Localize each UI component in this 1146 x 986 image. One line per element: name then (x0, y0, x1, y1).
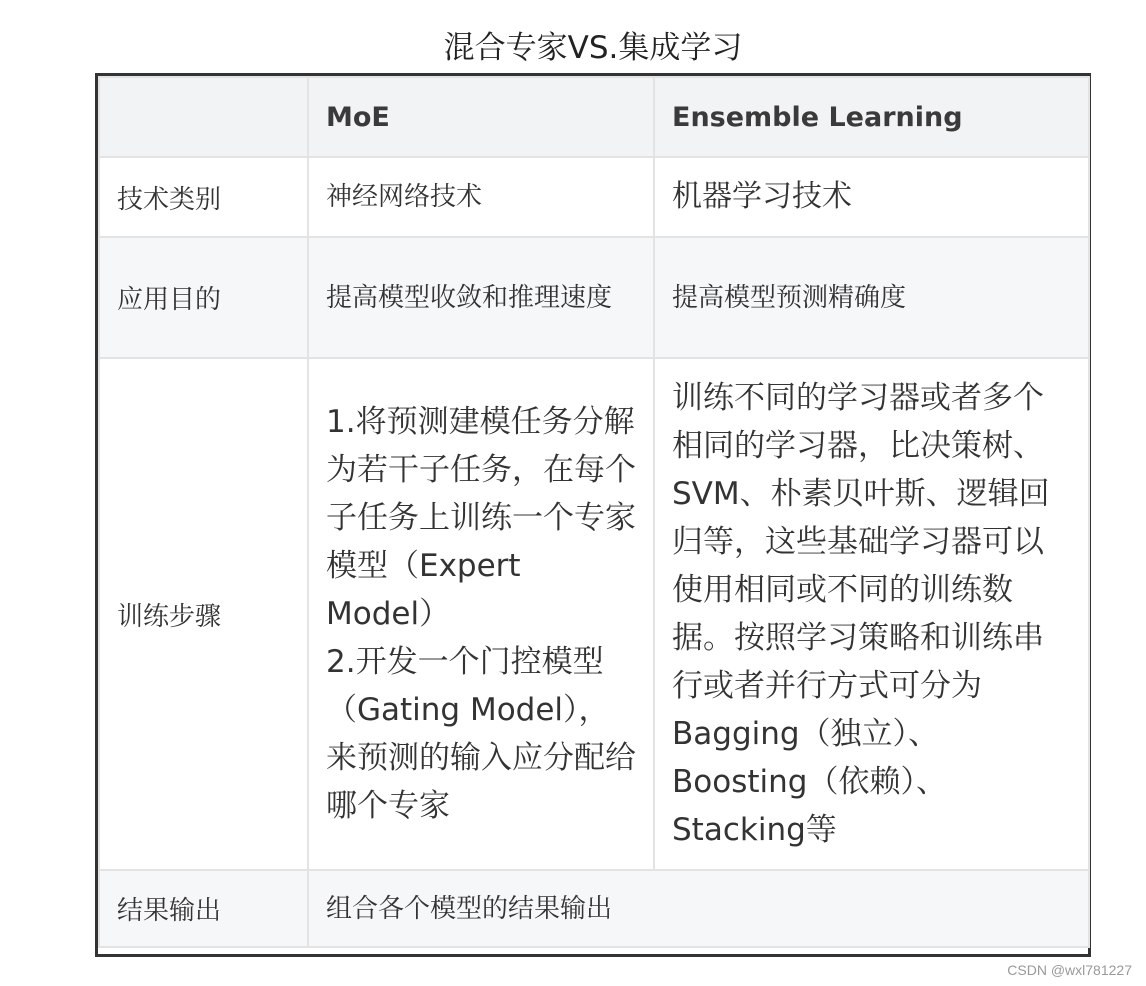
header-moe: MoE (308, 77, 654, 157)
merged-cell: 组合各个模型的结果输出 (308, 870, 1089, 947)
table-row (99, 358, 1089, 870)
row-label: 技术类别 (99, 157, 308, 237)
row-label: 训练步骤 (99, 358, 308, 870)
comparison-table (98, 76, 1090, 948)
watermark: CSDN @wxl781227 (1007, 962, 1132, 978)
ensemble-cell: 训练不同的学习器或者多个相同的学习器，比决策树、SVM、朴素贝叶斯、逻辑回归等，这些基础学习器可以使用相同或不同的训练数据。按照学习策略和训练串行或者并行方式可分为Bagging（独立）、Boosting（依赖）、Stacking等 (654, 358, 1089, 870)
moe-cell: 1.将预测建模任务分解为若干子任务，在每个子任务上训练一个专家模型（Expert Model） 2.开发一个门控模型（Gating Model），来预测的输入应分配给哪个专家 (308, 358, 654, 870)
table-row (99, 870, 1089, 947)
ensemble-cell: 提高模型预测精确度 (654, 237, 1089, 358)
row-label: 应用目的 (99, 237, 308, 358)
table-header-row (99, 77, 1089, 157)
ensemble-cell: 机器学习技术 (654, 157, 1089, 237)
table-row (99, 237, 1089, 358)
table-row (99, 157, 1089, 237)
page-title: 混合专家VS.集成学习 (443, 30, 743, 66)
row-label: 结果输出 (99, 870, 308, 947)
moe-cell: 神经网络技术 (308, 157, 654, 237)
header-blank-cell (99, 77, 308, 157)
header-ensemble: Ensemble Learning (654, 77, 1089, 157)
moe-cell: 提高模型收敛和推理速度 (308, 237, 654, 358)
